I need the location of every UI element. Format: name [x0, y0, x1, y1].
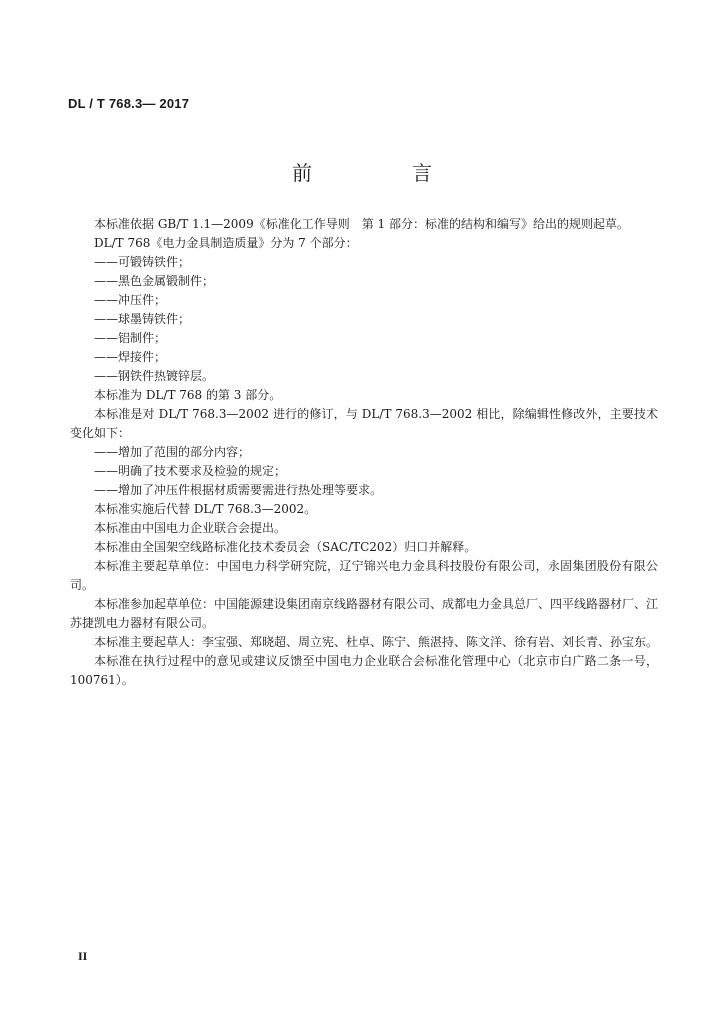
paragraph-participating-org: 本标准参加起草单位：中国能源建设集团南京线路器材有限公司、成都电力金具总厂、四平线路器材厂、江苏捷凯电力器材有限公司。 [70, 597, 659, 630]
list-item: ——焊接件； [94, 350, 167, 364]
list-item: ——铝制件； [94, 331, 167, 345]
list-item: ——明确了技术要求及检验的规定； [94, 464, 287, 478]
standard-code: DL / T 768.3— 2017 [68, 96, 190, 111]
page-number: II [78, 949, 88, 963]
list-item: ——黑色金属锻制件； [94, 274, 215, 288]
list-item: ——可锻铸铁件； [94, 255, 191, 269]
paragraph-feedback: 本标准在执行过程中的意见或建议反馈至中国电力企业联合会标准化管理中心（北京市白广路二条一号，100761）。 [70, 654, 658, 687]
list-item: ——增加了范围的部分内容； [94, 445, 251, 459]
paragraph-proposer: 本标准由中国电力企业联合会提出。 [94, 521, 287, 535]
list-item: ——钢铁件热镀锌层。 [94, 369, 215, 383]
list-item: ——冲压件； [94, 293, 167, 307]
foreword-body [70, 215, 658, 690]
paragraph-basis: 本标准依据 GB/T 1.1—2009《标准化工作导则 第 1 部分：标准的结构和编写》给出的规则起草。 [94, 217, 629, 231]
paragraph-drafters: 本标准主要起草人：李宝强、郑晓超、周立宪、杜卓、陈宁、熊湛持、陈文洋、徐有岩、刘长青、孙宝东。 [94, 635, 659, 649]
paragraph-parts-intro: DL/T 768《电力金具制造质量》分为 7 个部分： [94, 236, 358, 250]
paragraph-committee: 本标准由全国架空线路标准化技术委员会（SAC/TC202）归口并解释。 [94, 540, 477, 554]
list-item: ——球墨铸铁件； [94, 312, 191, 326]
paragraph-part-number: 本标准为 DL/T 768 的第 3 部分。 [94, 388, 282, 402]
paragraph-revision: 本标准是对 DL/T 768.3—2002 进行的修订，与 DL/T 768.3—2002 相比，除编辑性修改外，主要技术变化如下： [70, 407, 658, 440]
page-title: 前 言 [292, 161, 472, 185]
paragraph-main-drafters-org: 本标准主要起草单位：中国电力科学研究院，辽宁锦兴电力金具科技股份有限公司，永固集团股份有限公司。 [70, 559, 658, 592]
list-item: ——增加了冲压件根据材质需要需进行热处理等要求。 [94, 483, 383, 497]
paragraph-replaces: 本标准实施后代替 DL/T 768.3—2002。 [94, 502, 317, 516]
